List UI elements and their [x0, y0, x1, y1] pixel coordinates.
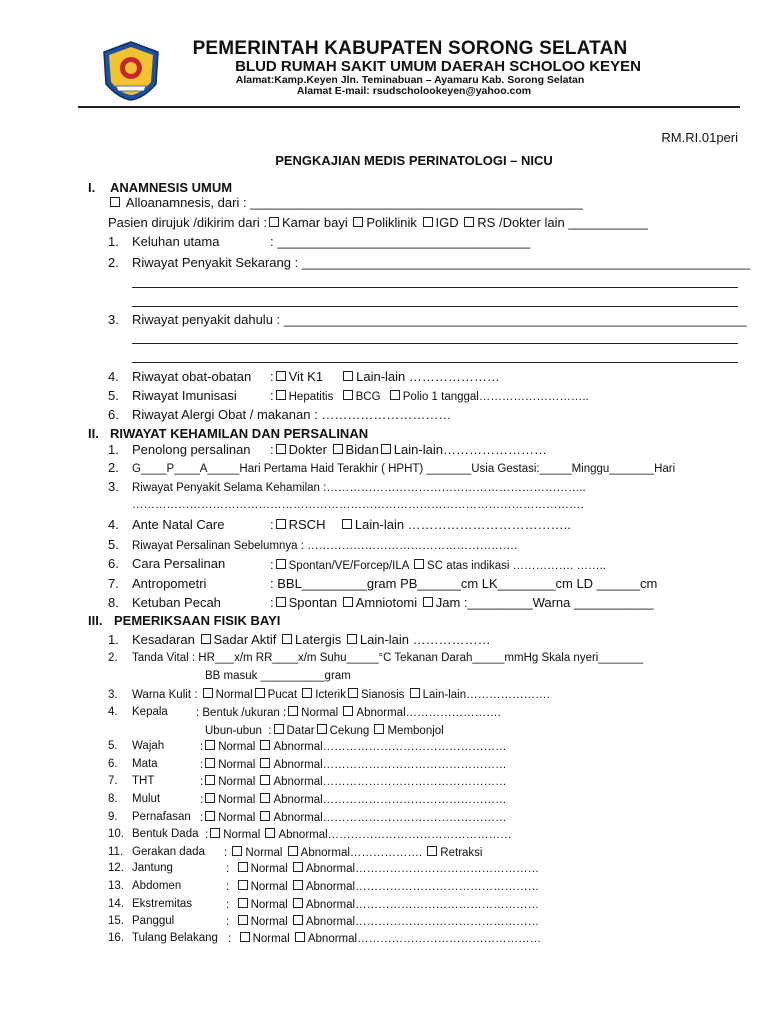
rs-dokter-checkbox[interactable] [464, 217, 474, 227]
organ-options: : Normal Abnormal………………………………………… [200, 759, 507, 771]
answer-line[interactable] [132, 287, 738, 288]
gpa-hpht-row[interactable]: 2. G____P____A_____Hari Pertama Haid Terakhir ( HPHT) _______Usia Gestasi:_____Minggu_______Hari [108, 460, 676, 475]
organ-abnormal-checkbox[interactable] [295, 932, 305, 942]
organ-number: 8. [108, 793, 118, 805]
header-government: PEMERINTAH KABUPATEN SORONG SELATAN [192, 38, 628, 59]
organ-normal-checkbox[interactable] [205, 775, 215, 785]
organ-row [108, 862, 173, 874]
rsch-checkbox[interactable] [276, 519, 286, 529]
bidan-checkbox[interactable] [333, 444, 343, 454]
organ-normal-label: Normal [218, 812, 256, 824]
organ-options: : Normal Abnormal………………………………………… [205, 829, 512, 841]
organ-number: 14. [108, 898, 124, 910]
organ-options: : Normal Abnormal………………………………………… [226, 881, 540, 893]
organ-number: 5. [108, 740, 118, 752]
organ-normal-label: Normal [218, 741, 256, 753]
kamar-bayi-checkbox[interactable] [269, 217, 279, 227]
header-hospital: BLUD RUMAH SAKIT UMUM DAERAH SCHOLOO KEYEN [235, 58, 641, 75]
anc-lain-checkbox[interactable] [342, 519, 352, 529]
organ-normal-checkbox[interactable] [205, 793, 215, 803]
organ-normal-label: Normal [218, 776, 256, 788]
organ-abnormal-label: Abnormal………………………………………… [273, 794, 507, 806]
spontan-ve-checkbox[interactable] [276, 559, 286, 569]
organ-row [108, 793, 160, 805]
ante-natal-care-row: 4. Ante Natal Care [108, 517, 225, 532]
kulit-lain-checkbox[interactable] [410, 688, 420, 698]
poliklinik-checkbox[interactable] [353, 217, 363, 227]
riwayat-penyakit-sekarang[interactable]: 2. Riwayat Penyakit Sekarang : ______________________________________________________________ [108, 255, 751, 270]
organ-abnormal-label: Abnormal………………………………………… [307, 933, 542, 945]
organ-label: Wajah [132, 740, 165, 752]
organ-abnormal-label: Abnormal………………………………………… [273, 759, 507, 771]
organ-abnormal-label: Abnormal………………………………………… [273, 812, 507, 824]
organ-abnormal-checkbox[interactable] [260, 775, 270, 785]
organ-label: Abdomen [132, 880, 182, 892]
organ-number: 9. [108, 811, 118, 823]
ante-natal-options: : RSCH Lain-lain ……………………………….. [270, 517, 571, 532]
organ-row [108, 915, 174, 927]
answer-line[interactable] [132, 343, 738, 344]
dokter-checkbox[interactable] [276, 444, 286, 454]
kesadaran-lain-checkbox[interactable] [347, 634, 357, 644]
organ-normal-checkbox[interactable] [238, 915, 248, 925]
organ-label: Ekstremitas [132, 898, 193, 910]
polio-checkbox[interactable] [390, 390, 400, 400]
organ-normal-checkbox[interactable] [238, 862, 248, 872]
bb-masuk-field[interactable]: BB masuk __________gram [205, 670, 351, 682]
organ-abnormal-checkbox[interactable] [260, 758, 270, 768]
riwayat-alergi-row[interactable]: 6. Riwayat Alergi Obat / makanan : ………………………… [108, 407, 452, 422]
antropometri-row: 7. Antropometri [108, 576, 207, 591]
tanda-vital-row[interactable]: 2. Tanda Vital : HR___x/m RR____x/m Suhu_____°C Tekanan Darah_____mmHg Skala nyeri_______ [108, 652, 644, 664]
organ-abnormal-checkbox[interactable] [293, 862, 303, 872]
cara-persalinan-row: 6. Cara Persalinan [108, 556, 226, 571]
riwayat-penyakit-kehamilan[interactable]: 3. Riwayat Penyakit Selama Kehamilan :………………………………………………………….. [108, 479, 586, 494]
alloanamnesis-checkbox[interactable] [110, 197, 120, 207]
bcg-checkbox[interactable] [343, 390, 353, 400]
ubun-ubun-row: Ubun-ubun : Datar Cekung Membonjol [205, 725, 444, 737]
organ-abnormal-checkbox[interactable] [260, 740, 270, 750]
warna-kulit-row: 3. Warna Kulit : Normal Pucat Icterik Sianosis Lain-lain…………………. [108, 689, 550, 701]
kulit-normal-checkbox[interactable] [203, 688, 213, 698]
organ-options: : Normal Abnormal………………………………………… [200, 776, 507, 788]
retraksi-checkbox[interactable] [427, 846, 437, 856]
hepatitis-checkbox[interactable] [276, 390, 286, 400]
organ-number: 7. [108, 775, 118, 787]
organ-normal-label: Normal [218, 794, 256, 806]
organ-options: : Normal Abnormal………………………………………… [200, 741, 507, 753]
organ-abnormal-checkbox[interactable] [293, 898, 303, 908]
riwayat-penyakit-dahulu[interactable]: 3. Riwayat penyakit dahulu : ________________________________________________________________ [108, 312, 747, 327]
sadar-aktif-checkbox[interactable] [201, 634, 211, 644]
organ-options: : Normal Abnormal………………………………………… [200, 812, 507, 824]
organ-label: Pernafasan [132, 811, 191, 823]
organ-normal-checkbox[interactable] [205, 740, 215, 750]
section-2-heading: II. RIWAYAT KEHAMILAN DAN PERSALINAN [88, 426, 369, 441]
alloanamnesis-field[interactable]: Alloanamnesis, dari : ______________________________________________ [108, 195, 583, 210]
organ-abnormal-checkbox[interactable] [265, 828, 275, 838]
organ-normal-checkbox[interactable] [240, 932, 250, 942]
riwayat-penyakit-kehamilan-cont[interactable]: ………………………………………………………………………………………………………. [132, 499, 584, 511]
organ-number: 12. [108, 862, 124, 874]
organ-abnormal-label: Abnormal………………………………………… [305, 881, 540, 893]
organ-normal-label: Normal [250, 863, 288, 875]
organ-normal-label: Normal [218, 759, 256, 771]
igd-checkbox[interactable] [423, 217, 433, 227]
form-title: PENGKAJIAN MEDIS PERINATOLOGI – NICU [275, 153, 553, 168]
keluhan-utama-row[interactable]: 1. Keluhan utama [108, 234, 220, 249]
amniotomi-checkbox[interactable] [343, 597, 353, 607]
section-3-heading: III. PEMERIKSAAN FISIK BAYI [88, 613, 281, 628]
datar-checkbox[interactable] [274, 724, 284, 734]
riwayat-obat-row: 4. Riwayat obat-obatan [108, 369, 252, 384]
organ-normal-checkbox[interactable] [238, 880, 248, 890]
organ-row [108, 775, 154, 787]
organ-label: Mulut [132, 793, 161, 805]
organ-row [108, 880, 181, 892]
organ-abnormal-label: Abnormal………………………………………… [305, 899, 540, 911]
icterik-checkbox[interactable] [302, 688, 312, 698]
organ-abnormal-checkbox[interactable] [293, 880, 303, 890]
organ-label: Tulang Belakang [132, 932, 218, 944]
kesadaran-row: 1. Kesadaran Sadar Aktif Latergis Lain-lain ……………… [108, 632, 491, 647]
sianosis-checkbox[interactable] [348, 688, 358, 698]
organ-label: THT [132, 775, 155, 787]
ketuban-pecah-row: 8. Ketuban Pecah [108, 595, 221, 610]
organ-normal-checkbox[interactable] [205, 811, 215, 821]
membonjol-checkbox[interactable] [374, 724, 384, 734]
organ-normal-checkbox[interactable] [210, 828, 220, 838]
organ-abnormal-label: Abnormal………………………………………… [305, 916, 540, 928]
organ-abnormal-checkbox[interactable] [260, 811, 270, 821]
organ-row [108, 828, 199, 840]
organ-label: Bentuk Dada [132, 828, 199, 840]
pucat-checkbox[interactable] [255, 688, 265, 698]
organ-normal-checkbox[interactable] [238, 898, 248, 908]
header-divider [78, 106, 740, 108]
riwayat-obat-options: : Vit K1 Lain-lain ………………… [270, 369, 500, 384]
organ-abnormal-label: Abnormal………………………………………… [278, 829, 512, 841]
kepala-abnormal-checkbox[interactable] [343, 706, 353, 716]
cara-persalinan-options: : Spontan/VE/Forcep/ILA SC atas indikasi ……………. …….. [270, 557, 606, 572]
organ-label: Panggul [132, 915, 175, 927]
riwayat-persalinan-sebelumnya[interactable]: 5. Riwayat Persalinan Sebelumnya : ………………………………………………. [108, 537, 518, 552]
kepala-row: 4. Kepala [108, 706, 168, 718]
gerakan-dada-row: 11. Gerakan dada [108, 846, 205, 858]
organ-label: Jantung [132, 862, 173, 874]
antropometri-fields[interactable]: : BBL_________gram PB______cm LK________cm LD ______cm [270, 576, 658, 591]
answer-line[interactable] [132, 362, 738, 363]
organ-row [108, 740, 164, 752]
vit-k1-checkbox[interactable] [276, 371, 286, 381]
organ-options: : Normal Abnormal………………………………………… [228, 933, 542, 945]
organ-number: 6. [108, 758, 118, 770]
organ-number: 13. [108, 880, 124, 892]
organ-normal-label: Normal [252, 933, 290, 945]
organ-abnormal-label: Abnormal………………………………………… [273, 741, 507, 753]
penolong-options: : Dokter Bidan Lain-lain…………………… [270, 442, 547, 457]
form-code: RM.RI.01peri [661, 130, 738, 145]
organ-row [108, 811, 191, 823]
sc-checkbox[interactable] [414, 559, 424, 569]
organ-abnormal-checkbox[interactable] [260, 793, 270, 803]
gerakan-dada-options: : Normal Abnormal………………. Retraksi [224, 847, 483, 859]
riwayat-imunisasi-options: : Hepatitis BCG Polio 1 tanggal……………………….. [270, 388, 589, 403]
jam-checkbox[interactable] [423, 597, 433, 607]
organ-number: 16. [108, 932, 124, 944]
organ-row [108, 898, 192, 910]
organ-normal-checkbox[interactable] [205, 758, 215, 768]
organ-options: : Normal Abnormal………………………………………… [226, 899, 540, 911]
header-email: Alamat E-mail: rsudscholookeyen@yahoo.com [296, 85, 532, 97]
organ-normal-label: Normal [223, 829, 261, 841]
cekung-checkbox[interactable] [317, 724, 327, 734]
section-1-heading: I. ANAMNESIS UMUM [88, 180, 233, 195]
kepala-options: : Bentuk /ukuran : Normal Abnormal……………………. [196, 707, 501, 719]
obat-lain-checkbox[interactable] [343, 371, 353, 381]
organ-normal-label: Normal [250, 916, 288, 928]
riwayat-imunisasi-row: 5. Riwayat Imunisasi [108, 388, 237, 403]
organ-options: : Normal Abnormal………………………………………… [226, 916, 540, 928]
organ-number: 10. [108, 828, 124, 840]
organ-normal-label: Normal [250, 899, 288, 911]
organ-label: Mata [132, 758, 158, 770]
organ-options: : Normal Abnormal………………………………………… [200, 794, 507, 806]
kepala-normal-checkbox[interactable] [288, 706, 298, 716]
organ-abnormal-label: Abnormal………………………………………… [273, 776, 507, 788]
gerakan-abnormal-checkbox[interactable] [288, 846, 298, 856]
organ-normal-label: Normal [250, 881, 288, 893]
ketuban-spontan-checkbox[interactable] [276, 597, 286, 607]
answer-line[interactable] [132, 306, 738, 307]
penolong-lain-checkbox[interactable] [381, 444, 391, 454]
organ-options: : Normal Abnormal………………………………………… [226, 863, 540, 875]
organ-row [108, 932, 218, 944]
organ-abnormal-checkbox[interactable] [293, 915, 303, 925]
referral-row: Pasien dirujuk /dikirim dari : Kamar bayi Poliklinik IGD RS /Dokter lain ___________ [108, 215, 648, 230]
keluhan-utama-field[interactable]: : ___________________________________ [270, 234, 531, 249]
latergis-checkbox[interactable] [282, 634, 292, 644]
organ-abnormal-label: Abnormal………………………………………… [305, 863, 540, 875]
gerakan-normal-checkbox[interactable] [232, 846, 242, 856]
penolong-persalinan-row: 1. Penolong persalinan [108, 442, 251, 457]
organ-number: 15. [108, 915, 124, 927]
ketuban-options: : Spontan Amniotomi Jam :_________Warna ___________ [270, 595, 654, 610]
header-address: Alamat:Kamp.Keyen Jln. Teminabuan – Ayamaru Kab. Sorong Selatan [235, 74, 585, 86]
organ-row [108, 758, 158, 770]
